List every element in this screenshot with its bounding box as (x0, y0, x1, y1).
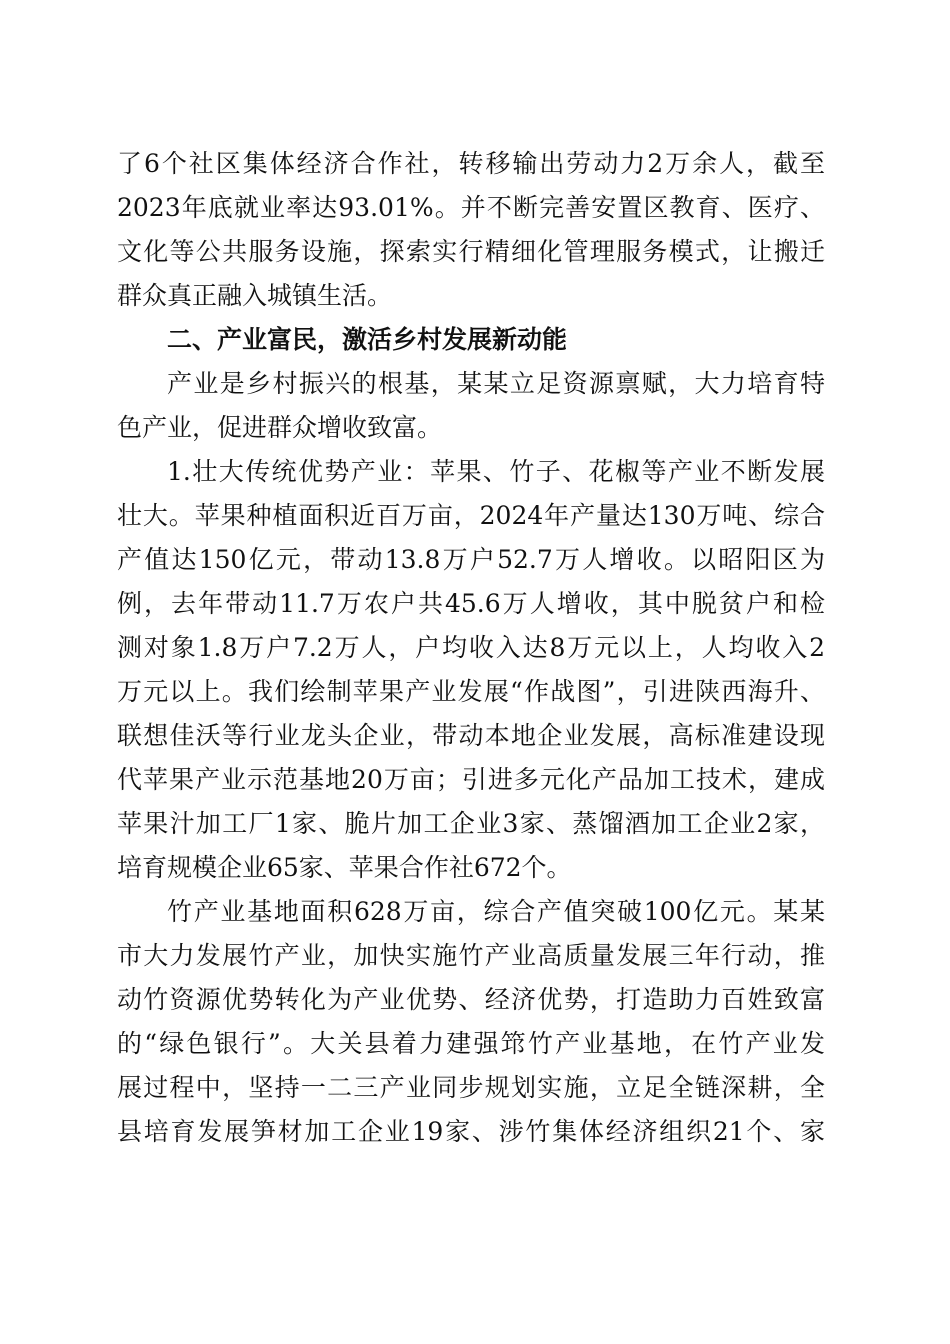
text-line: 县培育发展笋材加工企业19家、涉竹集体经济组织21个、家 (117, 1117, 825, 1146)
text-line: 展过程中，坚持一二三产业同步规划实施，立足全链深耕，全 (117, 1073, 825, 1102)
text-line: 竹产业基地面积628万亩，综合产值突破100亿元。某某 (167, 897, 825, 926)
text-line: 色产业，促进群众增收致富。 (117, 413, 443, 442)
text-line: 联想佳沃等行业龙头企业，带动本地企业发展，高标准建设现 (117, 721, 825, 750)
text-line: 动竹资源优势转化为产业优势、经济优势，打造助力百姓致富 (117, 985, 825, 1014)
text-line: 的“绿色银行”。大关县着力建强筇竹产业基地，在竹产业发 (117, 1029, 825, 1058)
text-line: 市大力发展竹产业，加快实施竹产业高质量发展三年行动，推 (117, 941, 825, 970)
text-line: 2023年底就业率达93.01%。并不断完善安置区教育、医疗、 (117, 193, 825, 222)
text-line: 万元以上。我们绘制苹果产业发展“作战图”，引进陕西海升、 (117, 677, 825, 706)
document-page (117, 142, 825, 1154)
text-line: 培育规模企业65家、苹果合作社672个。 (117, 853, 572, 882)
section-heading: 二、产业富民，激活乡村发展新动能 (167, 325, 568, 354)
text-line: 1.壮大传统优势产业：苹果、竹子、花椒等产业不断发展 (167, 457, 825, 486)
text-line: 产业是乡村振兴的根基，某某立足资源禀赋，大力培育特 (167, 369, 825, 398)
text-line: 测对象1.8万户7.2万人，户均收入达8万元以上，人均收入2 (117, 633, 825, 662)
text-line: 文化等公共服务设施，探索实行精细化管理服务模式，让搬迁 (117, 237, 825, 266)
text-line: 苹果汁加工厂1家、脆片加工企业3家、蒸馏酒加工企业2家， (117, 809, 825, 838)
text-line: 壮大。苹果种植面积近百万亩，2024年产量达130万吨、综合 (117, 501, 825, 530)
text-line: 产值达150亿元，带动13.8万户52.7万人增收。以昭阳区为 (117, 545, 825, 574)
text-line: 了6个社区集体经济合作社，转移输出劳动力2万余人，截至 (117, 149, 825, 178)
text-line: 群众真正融入城镇生活。 (117, 281, 393, 310)
text-line: 代苹果产业示范基地20万亩；引进多元化产品加工技术，建成 (117, 765, 825, 794)
text-line: 例，去年带动11.7万农户共45.6万人增收，其中脱贫户和检 (117, 589, 825, 618)
